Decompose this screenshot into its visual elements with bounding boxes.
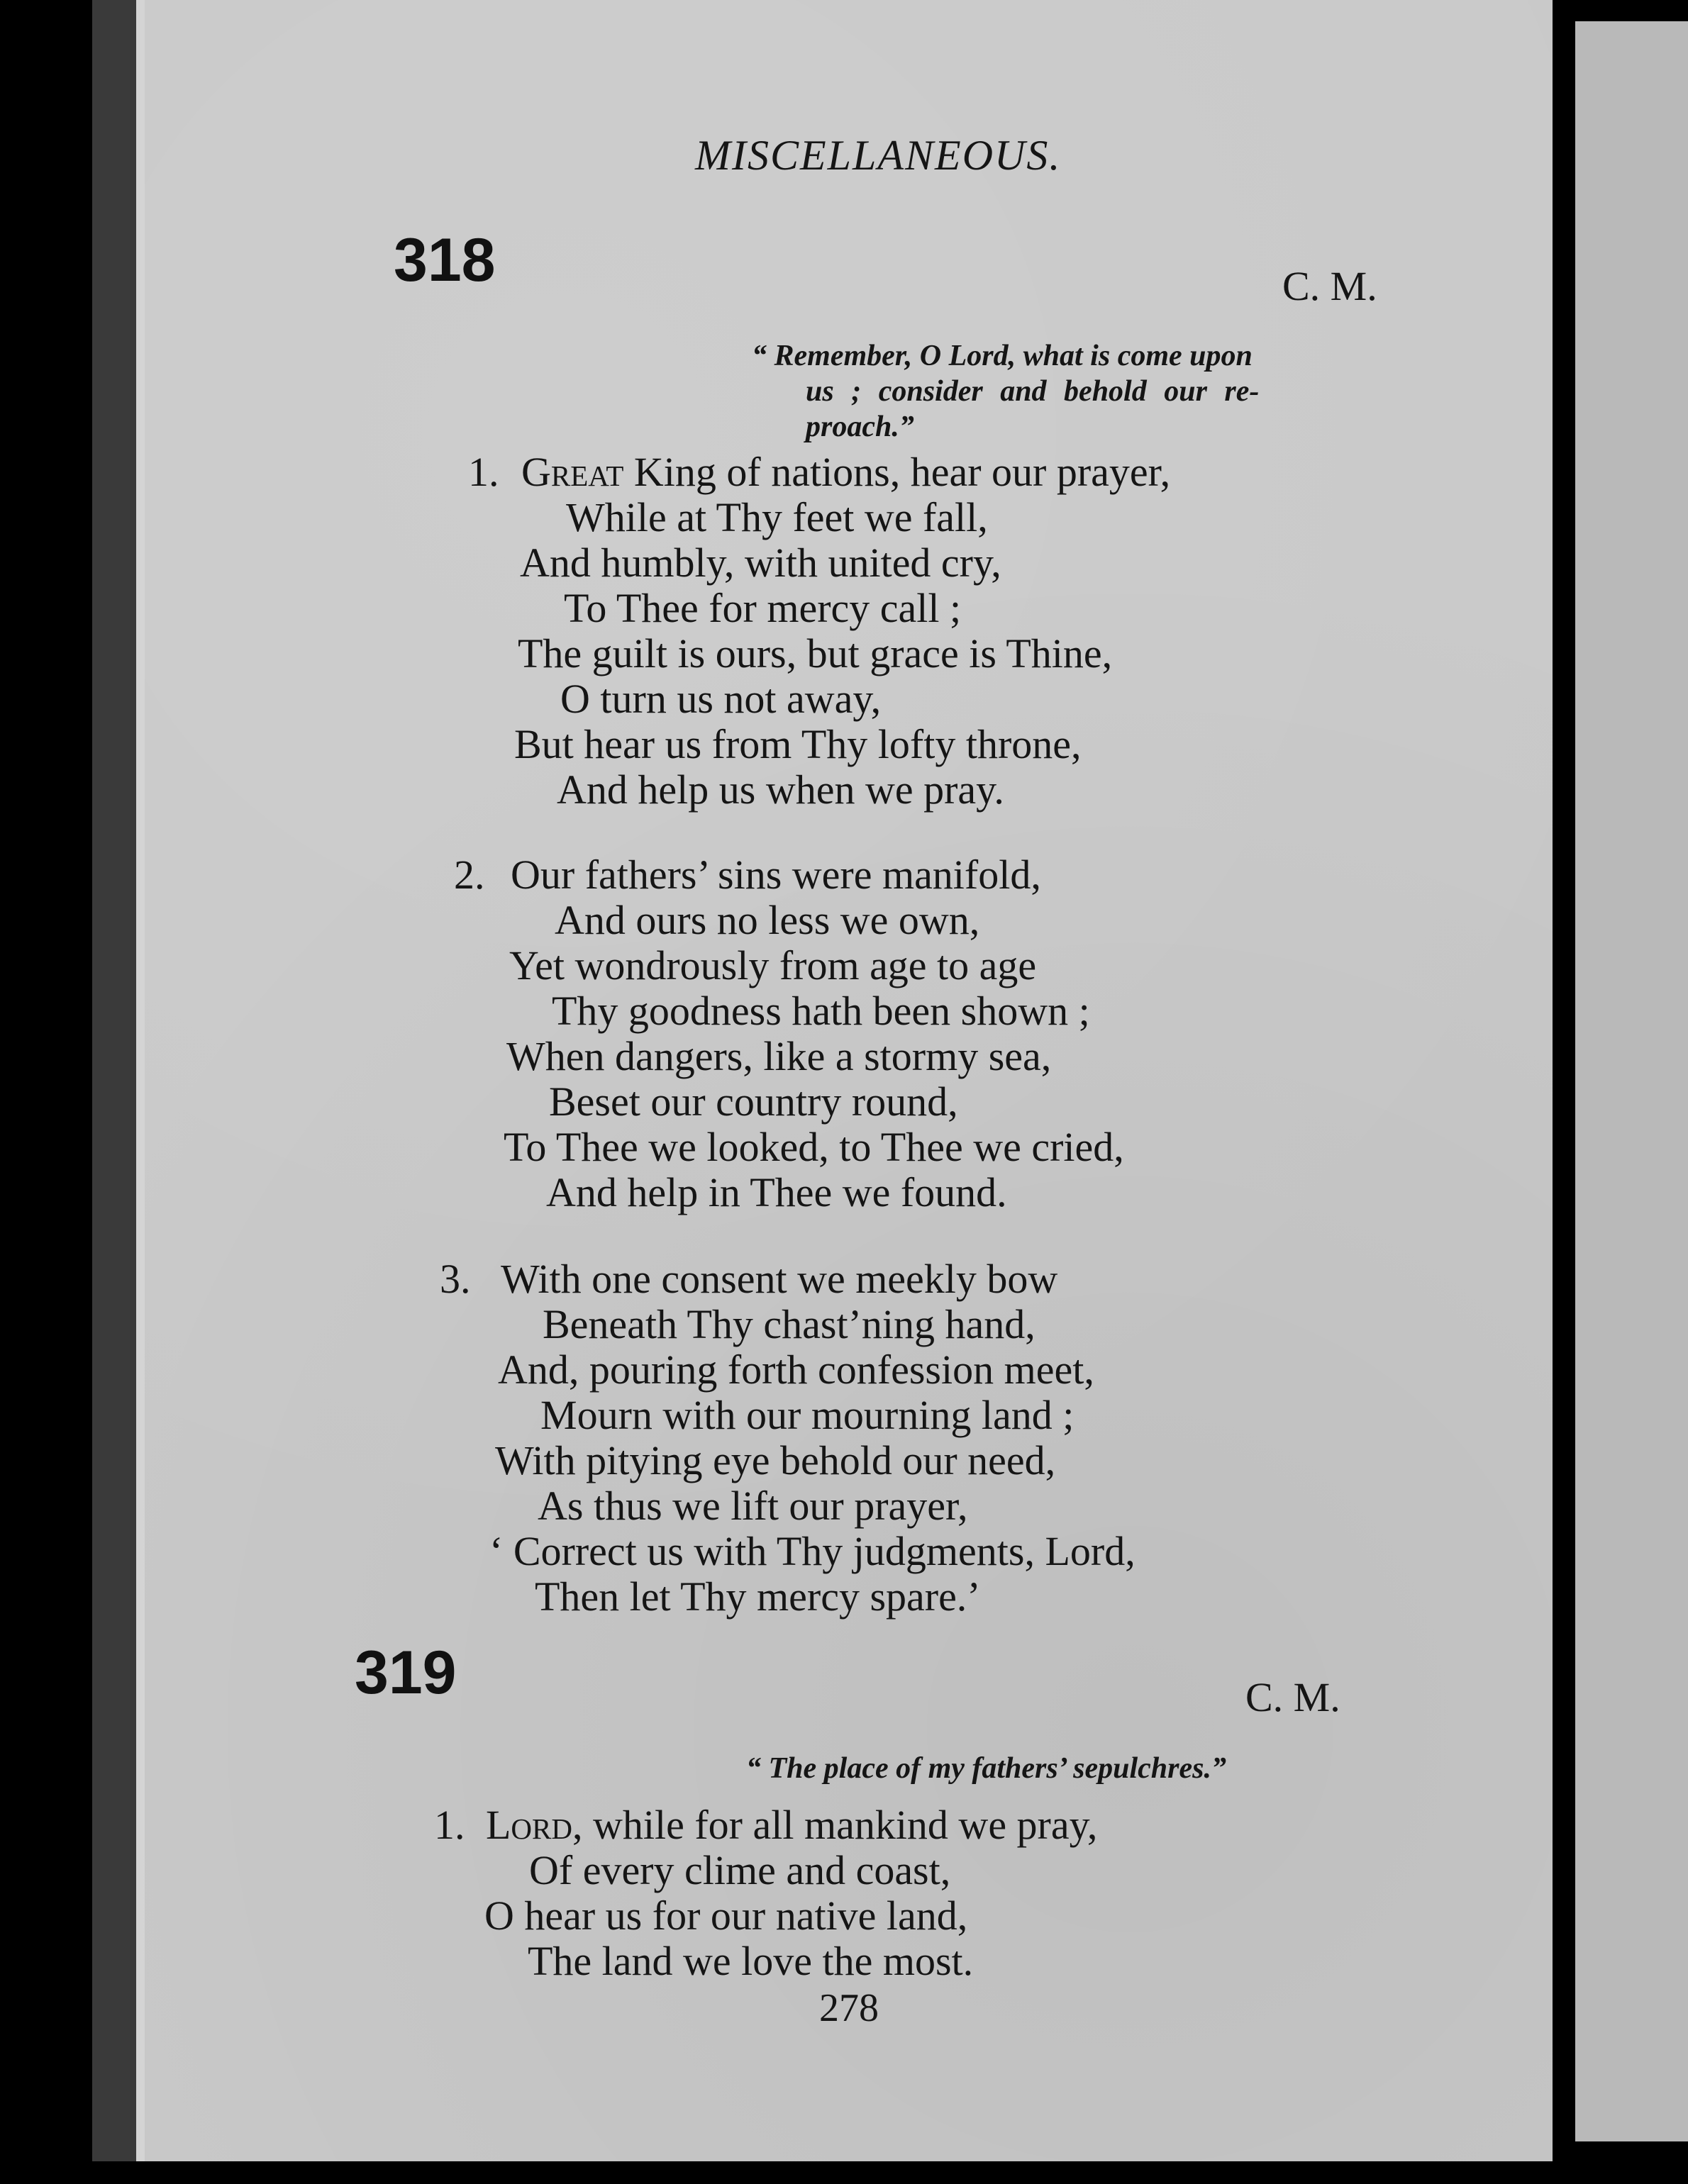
verse-line: And, pouring forth confession meet, [498, 1347, 1094, 1393]
binding-shadow [92, 0, 136, 2184]
verse-line: As thus we lift our prayer, [538, 1483, 968, 1529]
verse-line: While at Thy feet we fall, [566, 494, 988, 540]
scan-border [0, 2161, 1688, 2184]
verse-line: Mourn with our mourning land ; [540, 1392, 1075, 1438]
first-word: Great [521, 449, 624, 495]
verse-line: Yet wondrously from age to age [509, 942, 1037, 988]
hymn-number: 319 [355, 1639, 457, 1707]
running-head: MISCELLANEOUS. [695, 132, 1062, 179]
verse-line: With pitying eye behold our need, [495, 1437, 1056, 1483]
page-gutter [1553, 0, 1575, 2184]
first-word: Lord [486, 1802, 572, 1848]
verse-line: The guilt is ours, but grace is Thine, [518, 630, 1113, 676]
verse-line: To Thee we looked, to Thee we cried, [504, 1124, 1124, 1170]
verse-line: Thy goodness hath been shown ; [552, 988, 1090, 1034]
verse-line: To Thee for mercy call ; [564, 585, 962, 631]
stanza-number: 3. [440, 1256, 471, 1302]
epigraph-line: “ Remember, O Lord, what is come upon [752, 340, 1253, 372]
verse-line-rest: King of nations, hear our prayer, [623, 449, 1171, 495]
stanza-number: 1. [468, 449, 499, 495]
verse-line: And help us when we pray. [557, 767, 1004, 813]
verse-line: Beneath Thy chast’ning hand, [543, 1301, 1035, 1347]
epigraph-line: proach.” [806, 411, 914, 443]
verse-line: And help in Thee we found. [546, 1169, 1007, 1215]
stanza-number: 2. [454, 852, 485, 898]
verse-line: O hear us for our native land, [484, 1893, 968, 1939]
verse-line: Then let Thy mercy spare.’ [535, 1573, 981, 1620]
page-number: 278 [819, 1986, 879, 2030]
epigraph-line: “ The place of my fathers’ sepulchres.” [746, 1752, 1226, 1785]
verse-line [486, 1801, 1097, 1849]
verse-line-rest: , while for all mankind we pray, [572, 1802, 1098, 1848]
verse-line: With one consent we meekly bow [501, 1256, 1058, 1302]
verse-line: Our fathers’ sins were manifold, [511, 852, 1041, 898]
verse-line: When dangers, like a stormy sea, [506, 1033, 1052, 1079]
stanza-number: 1. [434, 1802, 465, 1848]
verse-line [521, 448, 1170, 496]
verse-line: ‘ Correct us with Thy judgments, Lord, [489, 1528, 1135, 1574]
facing-page-edge [1575, 21, 1688, 2141]
hymn-meter: C. M. [1245, 1674, 1340, 1720]
verse-line: Beset our country round, [549, 1079, 958, 1125]
epigraph-line: us ; consider and behold our re- [806, 375, 1260, 408]
binding-edge [136, 0, 145, 2184]
verse-line: The land we love the most. [528, 1938, 974, 1984]
verse-line: O turn us not away, [560, 676, 882, 722]
verse-line: And humbly, with united cry, [520, 540, 1001, 586]
verse-line: Of every clime and coast, [529, 1847, 951, 1893]
verse-line: And ours no less we own, [555, 897, 980, 943]
hymn-number: 318 [394, 226, 496, 294]
hymn-meter: C. M. [1282, 263, 1377, 309]
verse-line: But hear us from Thy lofty throne, [514, 721, 1082, 767]
